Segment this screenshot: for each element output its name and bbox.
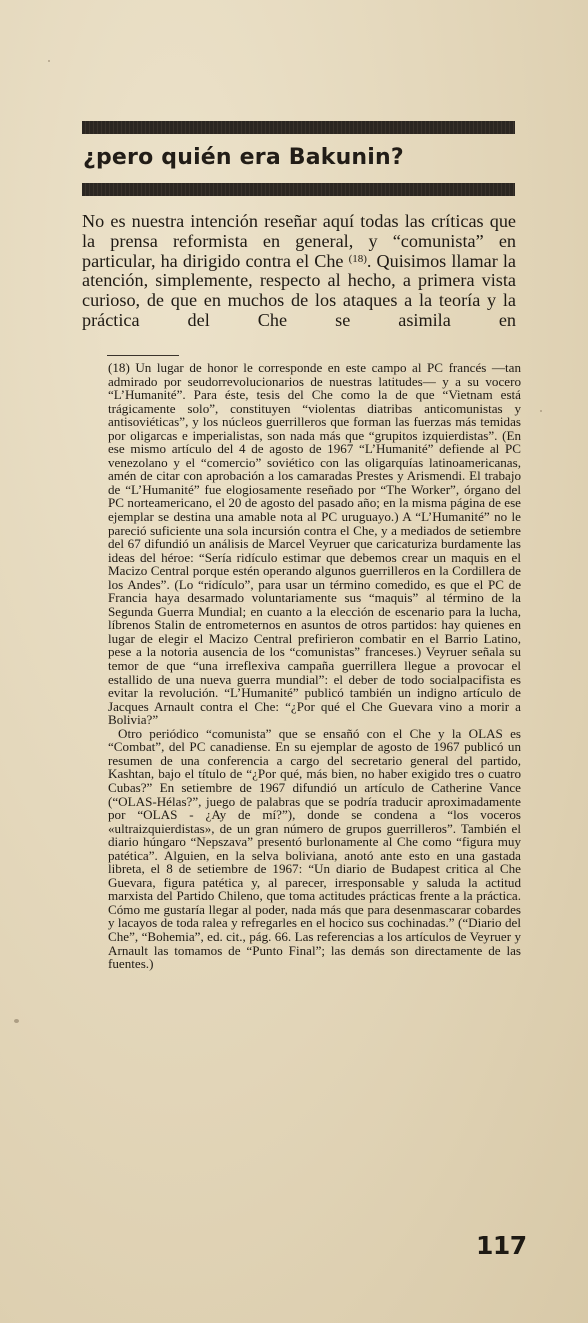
body-text-part-2: . Quisimos llamar la atención, simplemente, respecto al hecho, a primera vista curioso, de que en muchos de los ataques a la teoría y la práctica del Che se asimila en: [82, 250, 516, 330]
footnote-reference: (18): [348, 252, 367, 265]
paper-speck: [540, 410, 542, 412]
body-text-part-1: No es nuestra intención reseñar aquí todas las críticas que la prensa reformista en general, y “comunista” en particular, ha dirigido contra el Che: [82, 211, 516, 271]
heading-top-rule: [82, 121, 515, 134]
paper-speck: [14, 1019, 19, 1023]
body-paragraph: [82, 212, 516, 331]
page-number: 117: [476, 1231, 527, 1260]
footnote-paragraph-1: (18) Un lugar de honor le corresponde en este campo al PC francés —tan admirado por seudorrevolucionarios de nuestras latitudes— y a su vocero “L’Humanité”. Para éste, tesis del Che como la de que “Vietnam está trágicamente solo”, constituyen “violentas diatribas anticomunistas y antisoviéticas”, y los núcleos guerrilleros que forman las fuerzas más temidas por oligarcas e imperialistas, son nada más que “grupitos izquierdistas”. (En ese mismo artículo del 4 de agosto de 1967 “L’Humanité” defiende al PC venezolano y el “comercio” soviético con las oligarquías latinoamericanas, amén de citar con aprobación a los camaradas Prestes y Arismendi. El trabajo de “L’Humanité” fue elogiosamente reseñado por “The Worker”, órgano del PC norteamericano, el 20 de agosto del pasado año; en la misma página de ese ejemplar se destina una amable nota al PC uruguayo.) A “L’Humanité” no le pareció suficiente una sola incursión contra el Che, y a mediados de setiembre del 67 difundió un análisis de Marcel Veyruer que caricaturiza burdamente las ideas del héroe: “Sería ridículo estimar que debemos crear un maquis en el Macizo Central porque estén operando algunos guerrilleros en la Cordillera de los Andes”. (Lo “ridículo”, para usar un término comedido, es que el PC de Francia haya desarmado voluntariamente sus “maquis” al término de la Segunda Guerra Mundial; en cuanto a la elección de escenario para la lucha, líbrenos Stalin de entrometernos en asuntos de otros partidos: hay quienes en lugar de elegir el Macizo Central prefirieron combatir en el Barrio Latino, pese a la notoria ausencia de los “comunistas” franceses.) Veyruer señala su temor de que “una irreflexiva campaña guerrillera llegue a provocar el estallido de una nueva guerra mundial”: el deber de todo socialpacifista es evitar la revolución. “L’Humanité” publicó también un indigno artículo de Jacques Arnault contra el Che: “¿Por qué el Che Guevara vino a morir a Bolivia?”: [108, 360, 521, 728]
footnote-paragraph-2: Otro periódico “comunista” que se ensañó con el Che y la OLAS es “Combat”, del PC canadiense. En su ejemplar de agosto de 1967 publicó un resumen de una conferencia a cargo del secretario general del partido, Kashtan, bajo el título de “¿Por qué, más bien, no haber exigido tres o cuatro Cubas?” En setiembre de 1967 difundió un artículo de Catherine Vance (“OLAS-Hélas?”, juego de palabras que se podría traducir aproximadamente por “OLAS - ¿Ay de mí?”), donde se condena a “los voceros «ultraizquierdistas», de un gran número de grupos guerrilleros”. También el diario húngaro “Nepszava” presentó burlonamente al Che como “figura muy patética”. Alguien, en la selva boliviana, anotó ante esto en una gastada libreta, el 8 de setiembre de 1967: “Un diario de Budapest critica al Che Guevara, figura patética y, al parecer, irresponsable y saluda la actitud marxista del Partido Chileno, que toma actitudes prácticas frente a la práctica. Cómo me gustaría llegar al poder, nada más que para desenmascarar cobardes y lacayos de toda ralea y refregarles en el hocico sus cochinadas.” (“Diario del Che”, “Bohemia”, ed. cit., pág. 66. Las referencias a los artículos de Veyruer y Arnault las tomamos de “Punto Final”; las demás son directamente de las fuentes.): [108, 725, 521, 972]
footnote-18: [108, 361, 521, 971]
paper-speck: [48, 60, 50, 62]
footnote-separator: [107, 355, 179, 356]
heading-bottom-rule: [82, 183, 515, 196]
section-title: ¿pero quién era Bakunin?: [83, 145, 404, 170]
